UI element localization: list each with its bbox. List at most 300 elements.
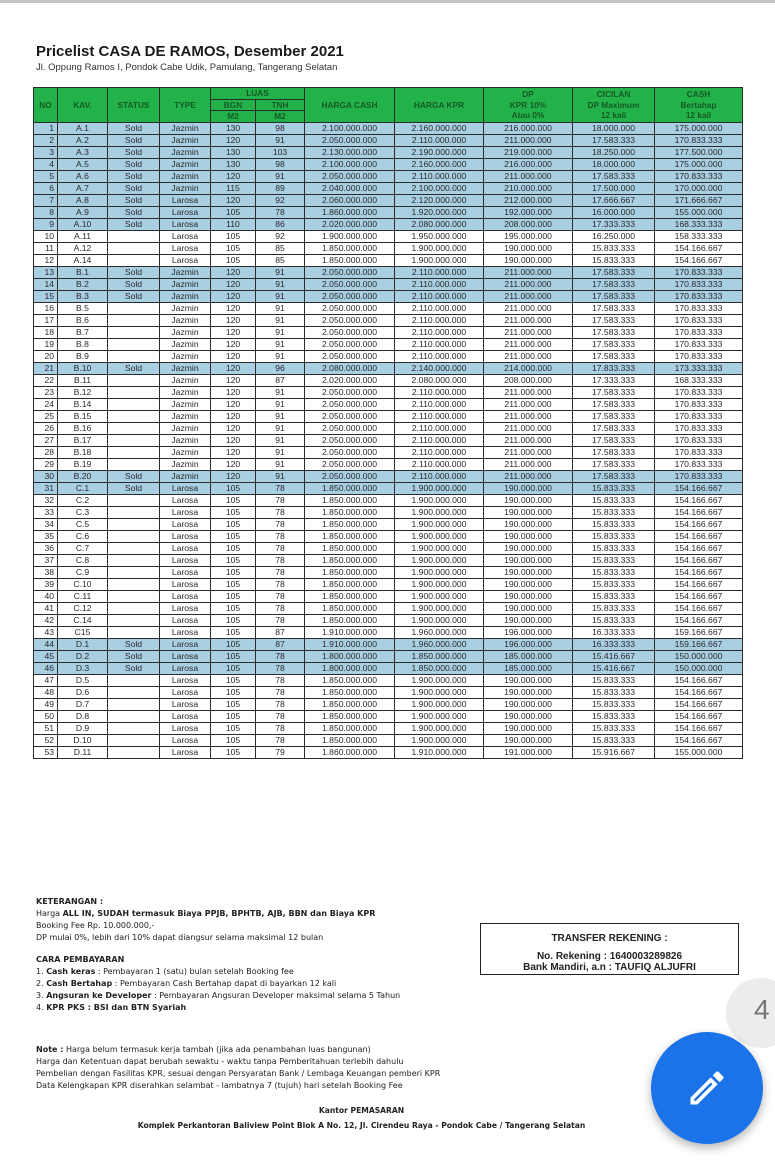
cell-bgn: 105 xyxy=(211,734,256,746)
cell-harga-kpr: 2.110.000.000 xyxy=(395,338,484,350)
cell-status: Sold xyxy=(108,662,160,674)
cell-status xyxy=(108,590,160,602)
cell-harga-cash: 1.860.000.000 xyxy=(305,746,395,758)
cell-status: Sold xyxy=(108,638,160,650)
cell-dp: 190.000.000 xyxy=(484,554,573,566)
cell-status xyxy=(108,254,160,266)
cell-no: 17 xyxy=(34,314,58,326)
table-row xyxy=(34,746,743,758)
cell-status: Sold xyxy=(108,182,160,194)
cell-bgn: 105 xyxy=(211,230,256,242)
cell-kav: B.1 xyxy=(58,266,108,278)
cell-dp: 211.000.000 xyxy=(484,350,573,362)
cell-harga-kpr: 2.110.000.000 xyxy=(395,278,484,290)
cell-harga-cash: 1.850.000.000 xyxy=(305,722,395,734)
cell-harga-cash: 1.850.000.000 xyxy=(305,674,395,686)
cell-status: Sold xyxy=(108,218,160,230)
cell-no: 44 xyxy=(34,638,58,650)
cell-type: Jazmin xyxy=(160,314,211,326)
table-row xyxy=(34,170,743,182)
cell-tnh: 85 xyxy=(256,254,305,266)
table-row xyxy=(34,530,743,542)
cell-cash-bertahap: 170.833.333 xyxy=(655,290,743,302)
cell-harga-cash: 2.080.000.000 xyxy=(305,362,395,374)
cell-type: Jazmin xyxy=(160,290,211,302)
cell-kav: D.3 xyxy=(58,662,108,674)
cell-harga-kpr: 1.850.000.000 xyxy=(395,650,484,662)
cell-cash-bertahap: 154.166.667 xyxy=(655,482,743,494)
cell-no: 10 xyxy=(34,230,58,242)
cell-bgn: 105 xyxy=(211,518,256,530)
cell-cash-bertahap: 175.000.000 xyxy=(655,158,743,170)
table-row xyxy=(34,218,743,230)
cell-no: 40 xyxy=(34,590,58,602)
table-row xyxy=(34,302,743,314)
cell-status xyxy=(108,410,160,422)
cell-bgn: 130 xyxy=(211,146,256,158)
cell-type: Larosa xyxy=(160,194,211,206)
cell-cicilan: 15.833.333 xyxy=(573,494,655,506)
cell-cicilan: 15.916.667 xyxy=(573,746,655,758)
cell-tnh: 78 xyxy=(256,698,305,710)
keterangan-section xyxy=(36,896,400,1014)
cell-dp: 192.000.000 xyxy=(484,206,573,218)
table-row xyxy=(34,710,743,722)
cell-bgn: 120 xyxy=(211,266,256,278)
cell-bgn: 105 xyxy=(211,674,256,686)
cell-harga-cash: 2.020.000.000 xyxy=(305,218,395,230)
cell-dp: 190.000.000 xyxy=(484,566,573,578)
cell-harga-kpr: 2.110.000.000 xyxy=(395,326,484,338)
cell-tnh: 85 xyxy=(256,242,305,254)
cell-dp: 190.000.000 xyxy=(484,602,573,614)
cell-dp: 214.000.000 xyxy=(484,362,573,374)
header-bgn-unit: M2 xyxy=(211,111,256,123)
cell-tnh: 78 xyxy=(256,686,305,698)
cell-cicilan: 17.583.333 xyxy=(573,170,655,182)
cell-status xyxy=(108,722,160,734)
cell-dp: 190.000.000 xyxy=(484,242,573,254)
cell-kav: D.1 xyxy=(58,638,108,650)
cell-kav: C.8 xyxy=(58,554,108,566)
cell-tnh: 78 xyxy=(256,554,305,566)
cell-cash-bertahap: 154.166.667 xyxy=(655,242,743,254)
cell-no: 1 xyxy=(34,122,58,134)
table-row xyxy=(34,482,743,494)
cell-cicilan: 15.833.333 xyxy=(573,686,655,698)
cell-cash-bertahap: 155.000.000 xyxy=(655,746,743,758)
payment-item-title: Cash keras xyxy=(46,967,96,976)
cell-status xyxy=(108,386,160,398)
cell-no: 50 xyxy=(34,710,58,722)
cell-harga-kpr: 1.910.000.000 xyxy=(395,746,484,758)
cell-cash-bertahap: 170.833.333 xyxy=(655,446,743,458)
cell-kav: A.9 xyxy=(58,206,108,218)
table-row xyxy=(34,590,743,602)
cell-tnh: 91 xyxy=(256,170,305,182)
cell-type: Larosa xyxy=(160,710,211,722)
cell-tnh: 91 xyxy=(256,302,305,314)
cell-harga-cash: 2.050.000.000 xyxy=(305,446,395,458)
cell-dp: 211.000.000 xyxy=(484,398,573,410)
cell-bgn: 130 xyxy=(211,158,256,170)
keterangan-line-1 xyxy=(36,908,400,920)
cell-tnh: 91 xyxy=(256,290,305,302)
cell-harga-cash: 1.850.000.000 xyxy=(305,734,395,746)
payment-item-text: : Pembayaran 1 (satu) bulan setelah Booking fee xyxy=(95,967,294,976)
cell-harga-kpr: 1.900.000.000 xyxy=(395,254,484,266)
table-row xyxy=(34,434,743,446)
cell-harga-cash: 1.850.000.000 xyxy=(305,578,395,590)
table-row xyxy=(34,146,743,158)
cell-type: Larosa xyxy=(160,722,211,734)
keterangan-heading: KETERANGAN : xyxy=(36,897,104,906)
cell-no: 7 xyxy=(34,194,58,206)
cell-cash-bertahap: 154.166.667 xyxy=(655,254,743,266)
cell-harga-cash: 2.050.000.000 xyxy=(305,266,395,278)
table-row xyxy=(34,722,743,734)
cell-tnh: 78 xyxy=(256,566,305,578)
page-number-badge xyxy=(726,978,775,1048)
cell-type: Jazmin xyxy=(160,122,211,134)
cell-bgn: 105 xyxy=(211,254,256,266)
cell-no: 9 xyxy=(34,218,58,230)
cell-no: 22 xyxy=(34,374,58,386)
cell-cash-bertahap: 154.166.667 xyxy=(655,494,743,506)
cell-kav: B.19 xyxy=(58,458,108,470)
cell-tnh: 78 xyxy=(256,494,305,506)
cell-status xyxy=(108,434,160,446)
cell-cicilan: 15.833.333 xyxy=(573,254,655,266)
cell-kav: B.10 xyxy=(58,362,108,374)
cell-bgn: 105 xyxy=(211,242,256,254)
cell-harga-cash: 1.850.000.000 xyxy=(305,602,395,614)
cell-harga-cash: 2.050.000.000 xyxy=(305,410,395,422)
cell-kav: B.9 xyxy=(58,350,108,362)
cell-cash-bertahap: 170.833.333 xyxy=(655,410,743,422)
cell-harga-kpr: 2.190.000.000 xyxy=(395,146,484,158)
cell-bgn: 120 xyxy=(211,314,256,326)
payment-item xyxy=(36,966,400,978)
cell-no: 32 xyxy=(34,494,58,506)
cell-cash-bertahap: 177.500.000 xyxy=(655,146,743,158)
cell-no: 51 xyxy=(34,722,58,734)
cell-harga-cash: 1.850.000.000 xyxy=(305,686,395,698)
cell-tnh: 91 xyxy=(256,458,305,470)
cell-kav: B.20 xyxy=(58,470,108,482)
cell-type: Jazmin xyxy=(160,158,211,170)
header-no: NO xyxy=(34,88,58,123)
cell-tnh: 78 xyxy=(256,662,305,674)
cell-type: Larosa xyxy=(160,674,211,686)
cell-cicilan: 16.000.000 xyxy=(573,206,655,218)
cell-type: Larosa xyxy=(160,590,211,602)
cell-harga-cash: 1.850.000.000 xyxy=(305,554,395,566)
notes-section xyxy=(36,1044,440,1092)
cell-no: 38 xyxy=(34,566,58,578)
cell-cicilan: 17.583.333 xyxy=(573,386,655,398)
header-bgn: BGN xyxy=(211,99,256,111)
cell-bgn: 120 xyxy=(211,194,256,206)
cell-bgn: 115 xyxy=(211,182,256,194)
cell-bgn: 105 xyxy=(211,650,256,662)
cell-bgn: 105 xyxy=(211,578,256,590)
cell-bgn: 120 xyxy=(211,326,256,338)
table-row xyxy=(34,446,743,458)
cell-status xyxy=(108,614,160,626)
cell-tnh: 89 xyxy=(256,182,305,194)
edit-button[interactable] xyxy=(651,1032,763,1144)
pricelist-table xyxy=(33,87,743,759)
header-cicilan-line1: CICILAN xyxy=(596,89,631,99)
cell-cicilan: 17.583.333 xyxy=(573,278,655,290)
cell-no: 21 xyxy=(34,362,58,374)
cell-kav: D.11 xyxy=(58,746,108,758)
cell-cicilan: 15.833.333 xyxy=(573,566,655,578)
cell-type: Jazmin xyxy=(160,326,211,338)
top-status-bar xyxy=(0,0,775,3)
cell-harga-kpr: 2.110.000.000 xyxy=(395,434,484,446)
cell-harga-cash: 1.850.000.000 xyxy=(305,566,395,578)
cell-type: Larosa xyxy=(160,638,211,650)
cell-status xyxy=(108,494,160,506)
cell-dp: 211.000.000 xyxy=(484,410,573,422)
payment-item-title: Angsuran ke Developer xyxy=(46,991,152,1000)
cell-kav: B.3 xyxy=(58,290,108,302)
cell-cash-bertahap: 154.166.667 xyxy=(655,722,743,734)
cell-cicilan: 17.583.333 xyxy=(573,290,655,302)
cell-harga-cash: 2.050.000.000 xyxy=(305,278,395,290)
cell-type: Larosa xyxy=(160,530,211,542)
cell-kav: C.5 xyxy=(58,518,108,530)
cell-cash-bertahap: 168.333.333 xyxy=(655,218,743,230)
cell-kav: B.16 xyxy=(58,422,108,434)
cell-type: Larosa xyxy=(160,626,211,638)
cell-bgn: 120 xyxy=(211,338,256,350)
cell-harga-cash: 1.900.000.000 xyxy=(305,230,395,242)
table-row xyxy=(34,182,743,194)
cell-cash-bertahap: 170.833.333 xyxy=(655,278,743,290)
cell-no: 5 xyxy=(34,170,58,182)
cell-kav: A.11 xyxy=(58,230,108,242)
cell-harga-cash: 2.050.000.000 xyxy=(305,398,395,410)
cell-harga-cash: 2.050.000.000 xyxy=(305,422,395,434)
cell-cash-bertahap: 159.166.667 xyxy=(655,638,743,650)
cell-kav: D.5 xyxy=(58,674,108,686)
cell-status: Sold xyxy=(108,146,160,158)
payment-item-title: KPR PKS : BSI dan BTN Syariah xyxy=(46,1003,187,1012)
cell-cash-bertahap: 170.833.333 xyxy=(655,458,743,470)
cell-cicilan: 17.583.333 xyxy=(573,434,655,446)
cell-kav: A.1 xyxy=(58,122,108,134)
cell-dp: 190.000.000 xyxy=(484,506,573,518)
table-row xyxy=(34,686,743,698)
cell-type: Larosa xyxy=(160,242,211,254)
cell-type: Larosa xyxy=(160,602,211,614)
cell-harga-kpr: 1.900.000.000 xyxy=(395,482,484,494)
cell-bgn: 105 xyxy=(211,206,256,218)
cell-cicilan: 16.333.333 xyxy=(573,638,655,650)
cell-cash-bertahap: 150.000.000 xyxy=(655,662,743,674)
cell-bgn: 105 xyxy=(211,722,256,734)
cell-status xyxy=(108,746,160,758)
cell-bgn: 120 xyxy=(211,458,256,470)
cell-harga-kpr: 2.080.000.000 xyxy=(395,218,484,230)
cell-bgn: 105 xyxy=(211,638,256,650)
note-line-2: Harga dan Ketentuan dapat berubah sewaktu - waktu tanpa Pemberitahuan terlebih dahulu xyxy=(36,1057,404,1066)
cell-harga-kpr: 2.110.000.000 xyxy=(395,314,484,326)
table-row xyxy=(34,386,743,398)
cell-cash-bertahap: 154.166.667 xyxy=(655,506,743,518)
cell-tnh: 91 xyxy=(256,422,305,434)
cell-kav: A.7 xyxy=(58,182,108,194)
header-cicilan xyxy=(573,88,655,123)
cell-harga-cash: 2.100.000.000 xyxy=(305,158,395,170)
cell-kav: B.7 xyxy=(58,326,108,338)
cell-tnh: 91 xyxy=(256,350,305,362)
cell-tnh: 78 xyxy=(256,518,305,530)
cell-bgn: 120 xyxy=(211,398,256,410)
cell-cicilan: 15.833.333 xyxy=(573,590,655,602)
cell-harga-cash: 1.850.000.000 xyxy=(305,254,395,266)
cell-harga-cash: 2.050.000.000 xyxy=(305,302,395,314)
cell-dp: 190.000.000 xyxy=(484,590,573,602)
cell-no: 6 xyxy=(34,182,58,194)
cell-no: 14 xyxy=(34,278,58,290)
payment-item xyxy=(36,990,400,1002)
cell-tnh: 91 xyxy=(256,398,305,410)
table-row xyxy=(34,230,743,242)
cell-cash-bertahap: 170.833.333 xyxy=(655,422,743,434)
header-kav: KAV. xyxy=(58,88,108,123)
cell-status: Sold xyxy=(108,158,160,170)
cell-harga-cash: 1.860.000.000 xyxy=(305,206,395,218)
cell-bgn: 105 xyxy=(211,710,256,722)
cell-kav: A.12 xyxy=(58,242,108,254)
cell-no: 37 xyxy=(34,554,58,566)
cell-dp: 190.000.000 xyxy=(484,674,573,686)
cell-status xyxy=(108,446,160,458)
cell-status xyxy=(108,698,160,710)
cell-bgn: 105 xyxy=(211,626,256,638)
cell-harga-kpr: 2.160.000.000 xyxy=(395,158,484,170)
cell-type: Larosa xyxy=(160,734,211,746)
cell-kav: B.14 xyxy=(58,398,108,410)
cell-dp: 210.000.000 xyxy=(484,182,573,194)
cell-status xyxy=(108,302,160,314)
cell-harga-kpr: 2.110.000.000 xyxy=(395,350,484,362)
payment-item-number: 1. xyxy=(36,967,47,976)
cell-harga-kpr: 1.900.000.000 xyxy=(395,518,484,530)
cell-cicilan: 17.583.333 xyxy=(573,302,655,314)
cell-harga-cash: 1.850.000.000 xyxy=(305,506,395,518)
cell-tnh: 103 xyxy=(256,146,305,158)
cell-tnh: 92 xyxy=(256,194,305,206)
cell-kav: C.2 xyxy=(58,494,108,506)
cell-no: 29 xyxy=(34,458,58,470)
cell-status xyxy=(108,734,160,746)
cell-harga-kpr: 2.160.000.000 xyxy=(395,122,484,134)
cell-tnh: 87 xyxy=(256,638,305,650)
table-row xyxy=(34,206,743,218)
cell-kav: C.12 xyxy=(58,602,108,614)
payment-item-number: 3. xyxy=(36,991,47,1000)
cell-harga-kpr: 2.120.000.000 xyxy=(395,194,484,206)
cell-type: Jazmin xyxy=(160,410,211,422)
cell-kav: C15 xyxy=(58,626,108,638)
cell-cash-bertahap: 154.166.667 xyxy=(655,686,743,698)
cell-dp: 190.000.000 xyxy=(484,698,573,710)
cell-dp: 211.000.000 xyxy=(484,266,573,278)
cell-harga-cash: 1.850.000.000 xyxy=(305,614,395,626)
cell-status xyxy=(108,242,160,254)
cell-cash-bertahap: 170.833.333 xyxy=(655,470,743,482)
cell-no: 27 xyxy=(34,434,58,446)
cell-cicilan: 15.833.333 xyxy=(573,242,655,254)
cell-harga-kpr: 1.900.000.000 xyxy=(395,614,484,626)
cell-kav: A.5 xyxy=(58,158,108,170)
cell-harga-cash: 1.850.000.000 xyxy=(305,482,395,494)
cell-no: 36 xyxy=(34,542,58,554)
cell-no: 8 xyxy=(34,206,58,218)
cell-type: Jazmin xyxy=(160,182,211,194)
note-label: Note : xyxy=(36,1045,64,1054)
cell-cicilan: 17.583.333 xyxy=(573,446,655,458)
cell-status: Sold xyxy=(108,482,160,494)
header-dp-line2: KPR 10% xyxy=(509,99,547,110)
cell-dp: 190.000.000 xyxy=(484,494,573,506)
cell-kav: D.6 xyxy=(58,686,108,698)
cell-harga-cash: 2.040.000.000 xyxy=(305,182,395,194)
cell-dp: 185.000.000 xyxy=(484,662,573,674)
cell-kav: D.8 xyxy=(58,710,108,722)
cell-type: Jazmin xyxy=(160,470,211,482)
cell-bgn: 105 xyxy=(211,494,256,506)
cell-status xyxy=(108,518,160,530)
cell-dp: 190.000.000 xyxy=(484,482,573,494)
cell-no: 33 xyxy=(34,506,58,518)
cell-bgn: 120 xyxy=(211,290,256,302)
cell-type: Larosa xyxy=(160,686,211,698)
cell-kav: C.10 xyxy=(58,578,108,590)
cell-dp: 211.000.000 xyxy=(484,434,573,446)
cell-harga-kpr: 1.900.000.000 xyxy=(395,710,484,722)
cell-dp: 190.000.000 xyxy=(484,530,573,542)
cell-type: Jazmin xyxy=(160,434,211,446)
cell-harga-kpr: 1.960.000.000 xyxy=(395,638,484,650)
cell-type: Larosa xyxy=(160,578,211,590)
cell-cash-bertahap: 154.166.667 xyxy=(655,614,743,626)
cell-dp: 190.000.000 xyxy=(484,722,573,734)
cell-cicilan: 15.833.333 xyxy=(573,482,655,494)
cell-harga-cash: 1.850.000.000 xyxy=(305,530,395,542)
cell-tnh: 98 xyxy=(256,122,305,134)
cell-cicilan: 15.416.667 xyxy=(573,662,655,674)
cell-harga-kpr: 1.900.000.000 xyxy=(395,242,484,254)
cell-harga-cash: 2.050.000.000 xyxy=(305,314,395,326)
cell-kav: C.11 xyxy=(58,590,108,602)
office-address: Komplek Perkantoran Baliview Point Blok A No. 12, Jl. Cirendeu Raya - Pondok Cabe / Tangerang Selatan xyxy=(137,1121,586,1130)
cell-cash-bertahap: 155.000.000 xyxy=(655,206,743,218)
header-tnh: TNH xyxy=(256,99,305,111)
cell-harga-kpr: 1.960.000.000 xyxy=(395,626,484,638)
table-row xyxy=(34,734,743,746)
note-line-1 xyxy=(36,1044,440,1056)
cell-cicilan: 17.333.333 xyxy=(573,218,655,230)
cell-dp: 190.000.000 xyxy=(484,710,573,722)
cell-harga-cash: 1.850.000.000 xyxy=(305,590,395,602)
cell-harga-kpr: 1.900.000.000 xyxy=(395,566,484,578)
